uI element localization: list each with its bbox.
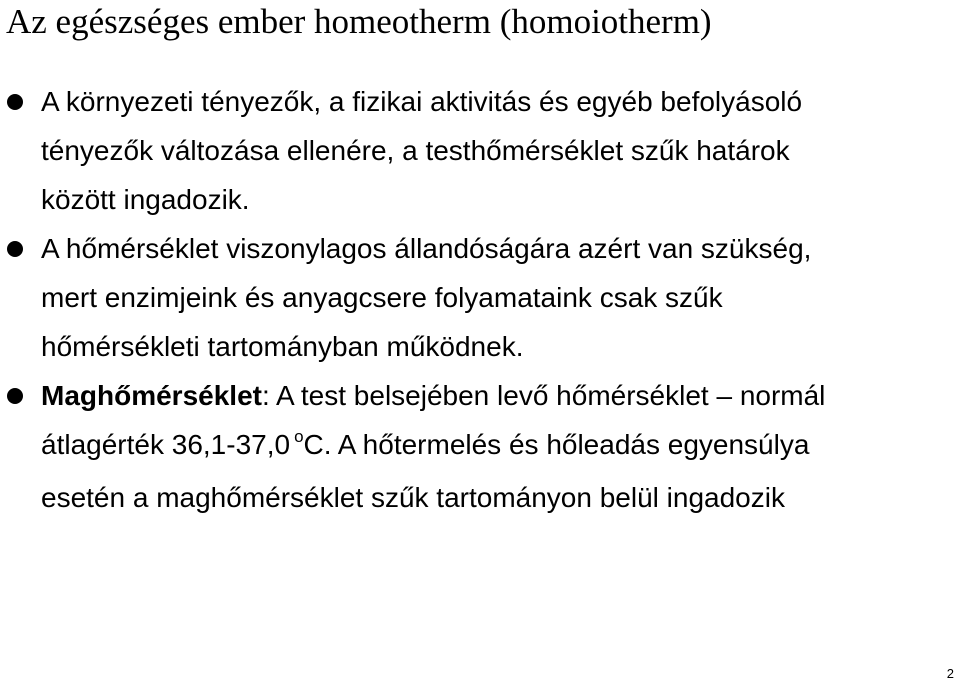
bullet-1-line-1: A környezeti tényezők, a fizikai aktivitás és egyéb befolyásoló xyxy=(41,86,803,117)
bullet-item-1 xyxy=(0,77,960,224)
bullet-dot-icon xyxy=(7,94,23,110)
bullet-3-line-2-rest: C. A hőtermelés és hőleadás egyensúlya xyxy=(303,429,810,460)
bullet-2-line-2: mert enzimjeink és anyagcsere folyamataink csak szűk xyxy=(41,282,723,313)
degree-superscript: o xyxy=(294,427,304,446)
bullet-item-2 xyxy=(0,224,960,371)
bullet-dot-icon xyxy=(7,388,23,404)
bullet-dot-icon xyxy=(7,241,23,257)
average-value-text: átlagérték 36,1-37,0 xyxy=(41,429,291,460)
bullet-3-line-1 xyxy=(41,371,960,420)
bullet-2-line-3: hőmérsékleti tartományban működnek. xyxy=(41,331,524,362)
bullet-2-line-1: A hőmérséklet viszonylagos állandóságára azért van szükség, xyxy=(41,233,812,264)
bullet-3-line-1-rest: : A test belsejében levő hőmérséklet – normál xyxy=(261,380,826,411)
bullet-3-line-2 xyxy=(41,420,960,473)
slide-title: Az egészséges ember homeotherm (homoiotherm) xyxy=(6,2,712,41)
bullet-3-line-3: esetén a maghőmérséklet szűk tartományon belül ingadozik xyxy=(41,482,785,513)
bullet-list xyxy=(0,77,960,522)
bullet-1-line-3: között ingadozik. xyxy=(41,184,250,215)
core-temperature-term: Maghőmérséklet xyxy=(41,380,262,411)
bullet-item-3 xyxy=(0,371,960,522)
bullet-1-line-2: tényezők változása ellenére, a testhőmérséklet szűk határok xyxy=(41,135,790,166)
page-number: 2 xyxy=(946,666,954,681)
